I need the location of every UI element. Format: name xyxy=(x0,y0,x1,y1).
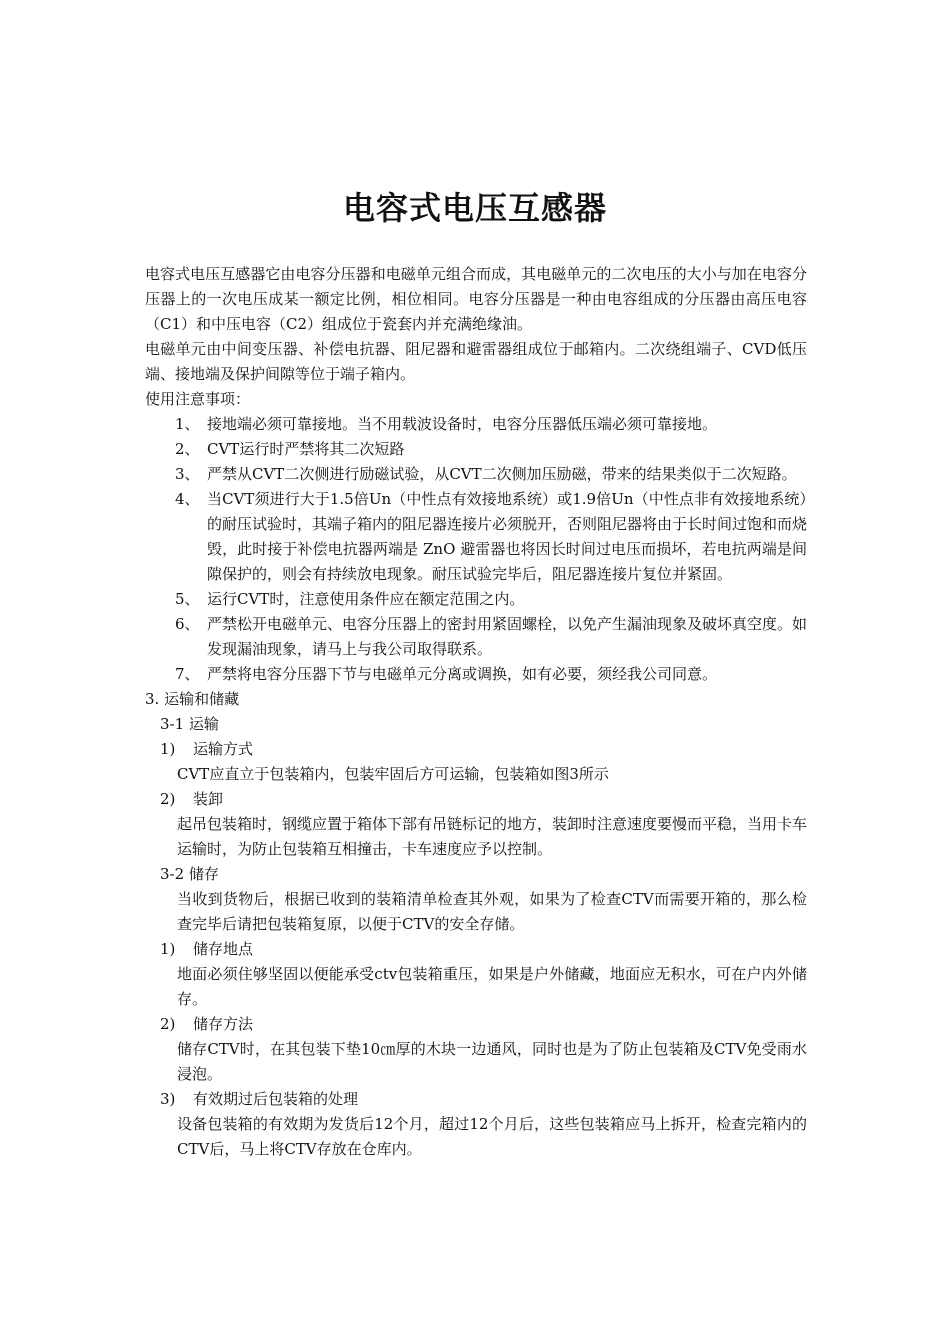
notes-heading: 使用注意事项： xyxy=(145,390,251,408)
storage-intro: 当收到货物后，根据已收到的装箱清单检查其外观，如果为了检查CTV而需要开箱的，那么检查完毕后请把包装箱复原，以便于CTV的安全存储。 xyxy=(177,890,807,933)
step-number: 1) xyxy=(160,740,176,758)
step-title: 储存地点 xyxy=(193,940,254,958)
note-text: CVT运行时严禁将其二次短路 xyxy=(207,440,405,458)
note-text: 严禁松开电磁单元、电容分压器上的密封用紧固螺栓，以免产生漏油现象及破坏真空度。如发现漏油现象，请马上与我公司取得联系。 xyxy=(207,615,808,658)
step-heading xyxy=(145,1012,807,1037)
note-item xyxy=(145,487,807,587)
step-number: 2) xyxy=(160,790,176,808)
step-heading xyxy=(145,787,807,812)
step-number: 2) xyxy=(160,1015,176,1033)
step-title: 有效期过后包装箱的处理 xyxy=(193,1090,359,1108)
step-text: 起吊包装箱时，钢缆应置于箱体下部有吊链标记的地方，装卸时注意速度要慢而平稳，当用卡车运输时，为防止包装箱互相撞击，卡车速度应予以控制。 xyxy=(177,815,808,858)
document-body xyxy=(145,262,807,1162)
note-item xyxy=(145,437,807,462)
note-item xyxy=(145,462,807,487)
note-item xyxy=(145,612,807,662)
note-item xyxy=(145,587,807,612)
step-heading xyxy=(145,737,807,762)
step-text: 地面必须住够坚固以便能承受ctv包装箱重压，如果是户外储藏，地面应无积水，可在户内外储存。 xyxy=(177,965,807,1008)
note-text: 接地端必须可靠接地。当不用载波设备时，电容分压器低压端必须可靠接地。 xyxy=(207,415,718,433)
note-number: 4、 xyxy=(175,490,200,508)
note-number: 7、 xyxy=(175,665,200,683)
note-number: 3、 xyxy=(175,465,200,483)
note-text: 严禁从CVT二次侧进行励磁试验，从CVT二次侧加压励磁，带来的结果类似于二次短路。 xyxy=(207,465,797,483)
step-title: 装卸 xyxy=(193,790,224,808)
notes-list xyxy=(145,412,807,687)
step-title: 运输方式 xyxy=(193,740,254,758)
note-text: 严禁将电容分压器下节与电磁单元分离或调换，如有必要，须经我公司同意。 xyxy=(207,665,718,683)
step-number: 1) xyxy=(160,940,176,958)
subsection-3-1-heading: 3-1 运输 xyxy=(160,715,219,733)
step-text: 设备包装箱的有效期为发货后12个月，超过12个月后，这些包装箱应马上拆开，检查完箱内的CTV后，马上将CTV存放在仓库内。 xyxy=(177,1115,807,1158)
note-number: 1、 xyxy=(175,415,200,433)
note-number: 5、 xyxy=(175,590,200,608)
note-number: 6、 xyxy=(175,615,200,633)
step-heading xyxy=(145,937,807,962)
note-text: 当CVT须进行大于1.5倍Un（中性点有效接地系统）或1.9倍Un（中性点非有效接地系统）的耐压试验时，其端子箱内的阻尼器连接片必须脱开，否则阻尼器将由于长时间过饱和而烧毁，此时接于补偿电抗器两端是 ZnO 避雷器也将因长时间过电压而损坏，若电抗两端是间隙保护的，则会有持续放电现象。耐压试验完毕后，阻尼器连接片复位并紧固。 xyxy=(207,490,808,583)
note-item xyxy=(145,662,807,687)
note-text: 运行CVT时，注意使用条件应在额定范围之内。 xyxy=(207,590,525,608)
note-number: 2、 xyxy=(175,440,200,458)
step-number: 3) xyxy=(160,1090,176,1108)
document-title: 电容式电压互感器 xyxy=(342,189,607,227)
note-item xyxy=(145,412,807,437)
step-heading xyxy=(145,1087,807,1112)
step-text: CVT应直立于包装箱内，包装牢固后方可运输，包装箱如图3所示 xyxy=(177,765,609,783)
section-3-heading: 3. 运输和储藏 xyxy=(145,690,240,708)
intro-paragraph-2: 电磁单元由中间变压器、补偿电抗器、阻尼器和避雷器组成位于邮箱内。二次绕组端子、CVD低压端、接地端及保护间隙等位于端子箱内。 xyxy=(145,340,807,383)
step-title: 储存方法 xyxy=(193,1015,254,1033)
subsection-3-2-heading: 3-2 储存 xyxy=(160,865,219,883)
intro-paragraph-1: 电容式电压互感器它由电容分压器和电磁单元组合而成，其电磁单元的二次电压的大小与加在电容分压器上的一次电压成某一额定比例，相位相同。电容分压器是一种由电容组成的分压器由高压电容（C1）和中压电容（C2）组成位于瓷套内并充满绝缘油。 xyxy=(145,265,807,333)
step-text: 储存CTV时，在其包装下垫10㎝厚的木块一边通风，同时也是为了防止包装箱及CTV免受雨水浸泡。 xyxy=(177,1040,807,1083)
